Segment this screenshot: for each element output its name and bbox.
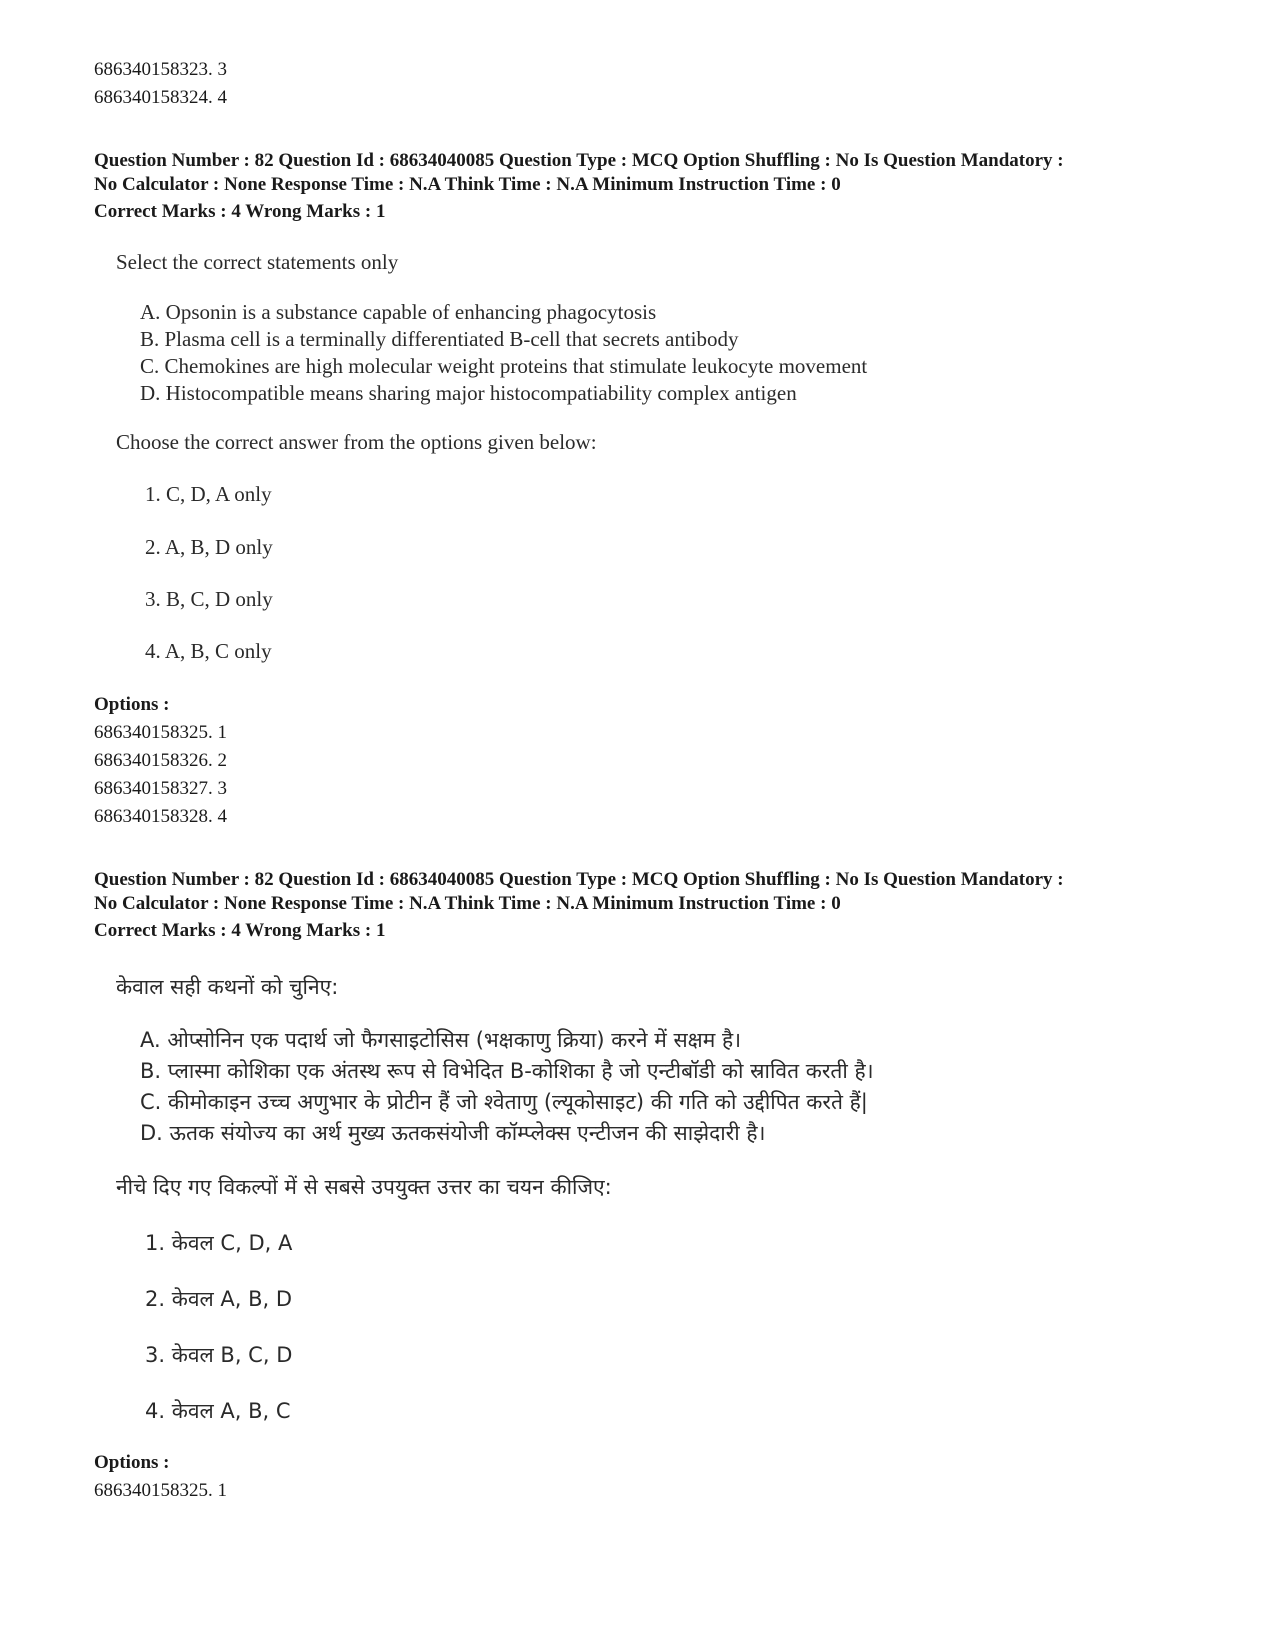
statement-c: C. Chemokines are high molecular weight proteins that stimulate leukocyte movement bbox=[140, 354, 868, 378]
option-line: 686340158325. 1 bbox=[94, 722, 227, 743]
marks-line: Correct Marks : 4 Wrong Marks : 1 bbox=[94, 920, 386, 941]
options-label: Options : bbox=[94, 694, 170, 715]
question-meta-line-1: Question Number : 82 Question Id : 68634040085 Question Type : MCQ Option Shuffling : No Is Question Mandatory : bbox=[94, 869, 1064, 890]
option-line: 686340158326. 2 bbox=[94, 750, 227, 771]
choice-2: 2. केवल A, B, D bbox=[145, 1287, 293, 1311]
choice-4: 4. केवल A, B, C bbox=[145, 1399, 291, 1423]
statement-b: B. प्लास्मा कोशिका एक अंतस्थ रूप से विभेदित B-कोशिका है जो एन्टीबॉडी को स्रावित करती है। bbox=[140, 1059, 874, 1083]
marks-line: Correct Marks : 4 Wrong Marks : 1 bbox=[94, 201, 386, 222]
statement-d: D. Histocompatible means sharing major histocompatiability complex antigen bbox=[140, 381, 797, 405]
choose-instruction: Choose the correct answer from the options given below: bbox=[116, 430, 597, 454]
question-meta-line-1: Question Number : 82 Question Id : 68634040085 Question Type : MCQ Option Shuffling : No Is Question Mandatory : bbox=[94, 150, 1064, 171]
question-meta bbox=[94, 868, 1204, 916]
option-line: 686340158328. 4 bbox=[94, 806, 227, 827]
question-prompt: Select the correct statements only bbox=[116, 250, 399, 274]
statement-b: B. Plasma cell is a terminally differentiated B-cell that secrets antibody bbox=[140, 327, 739, 351]
choose-instruction: नीचे दिए गए विकल्पों में से सबसे उपयुक्त उत्तर का चयन कीजिए: bbox=[116, 1175, 612, 1199]
statement-c: C. कीमोकाइन उच्च अणुभार के प्रोटीन हैं जो श्वेताणु (ल्यूकोसाइट) की गति को उद्दीपित करते हैं| bbox=[140, 1090, 868, 1114]
question-meta-line-2: No Calculator : None Response Time : N.A Think Time : N.A Minimum Instruction Time : 0 bbox=[94, 893, 841, 914]
choice-3: 3. केवल B, C, D bbox=[145, 1343, 293, 1367]
statement-d: D. ऊतक संयोज्य का अर्थ मुख्य ऊतकसंयोजी कॉम्प्लेक्स एन्टीजन की साझेदारी है। bbox=[140, 1121, 766, 1145]
question-meta bbox=[94, 149, 1204, 197]
choice-1: 1. C, D, A only bbox=[145, 482, 272, 506]
choice-4: 4. A, B, C only bbox=[145, 639, 272, 663]
question-meta-line-2: No Calculator : None Response Time : N.A Think Time : N.A Minimum Instruction Time : 0 bbox=[94, 174, 841, 195]
option-line: 686340158323. 3 bbox=[94, 59, 227, 80]
option-line: 686340158324. 4 bbox=[94, 87, 227, 108]
options-label: Options : bbox=[94, 1452, 170, 1473]
choice-2: 2. A, B, D only bbox=[145, 535, 273, 559]
question-prompt: केवाल सही कथनों को चुनिए: bbox=[116, 975, 339, 999]
statement-a: A. ओप्सोनिन एक पदार्थ जो फैगसाइटोसिस (भक्षकाणु क्रिया) करने में सक्षम है। bbox=[140, 1028, 742, 1052]
choice-3: 3. B, C, D only bbox=[145, 587, 273, 611]
choice-1: 1. केवल C, D, A bbox=[145, 1231, 293, 1255]
option-line: 686340158325. 1 bbox=[94, 1480, 227, 1501]
option-line: 686340158327. 3 bbox=[94, 778, 227, 799]
statement-a: A. Opsonin is a substance capable of enhancing phagocytosis bbox=[140, 300, 657, 324]
